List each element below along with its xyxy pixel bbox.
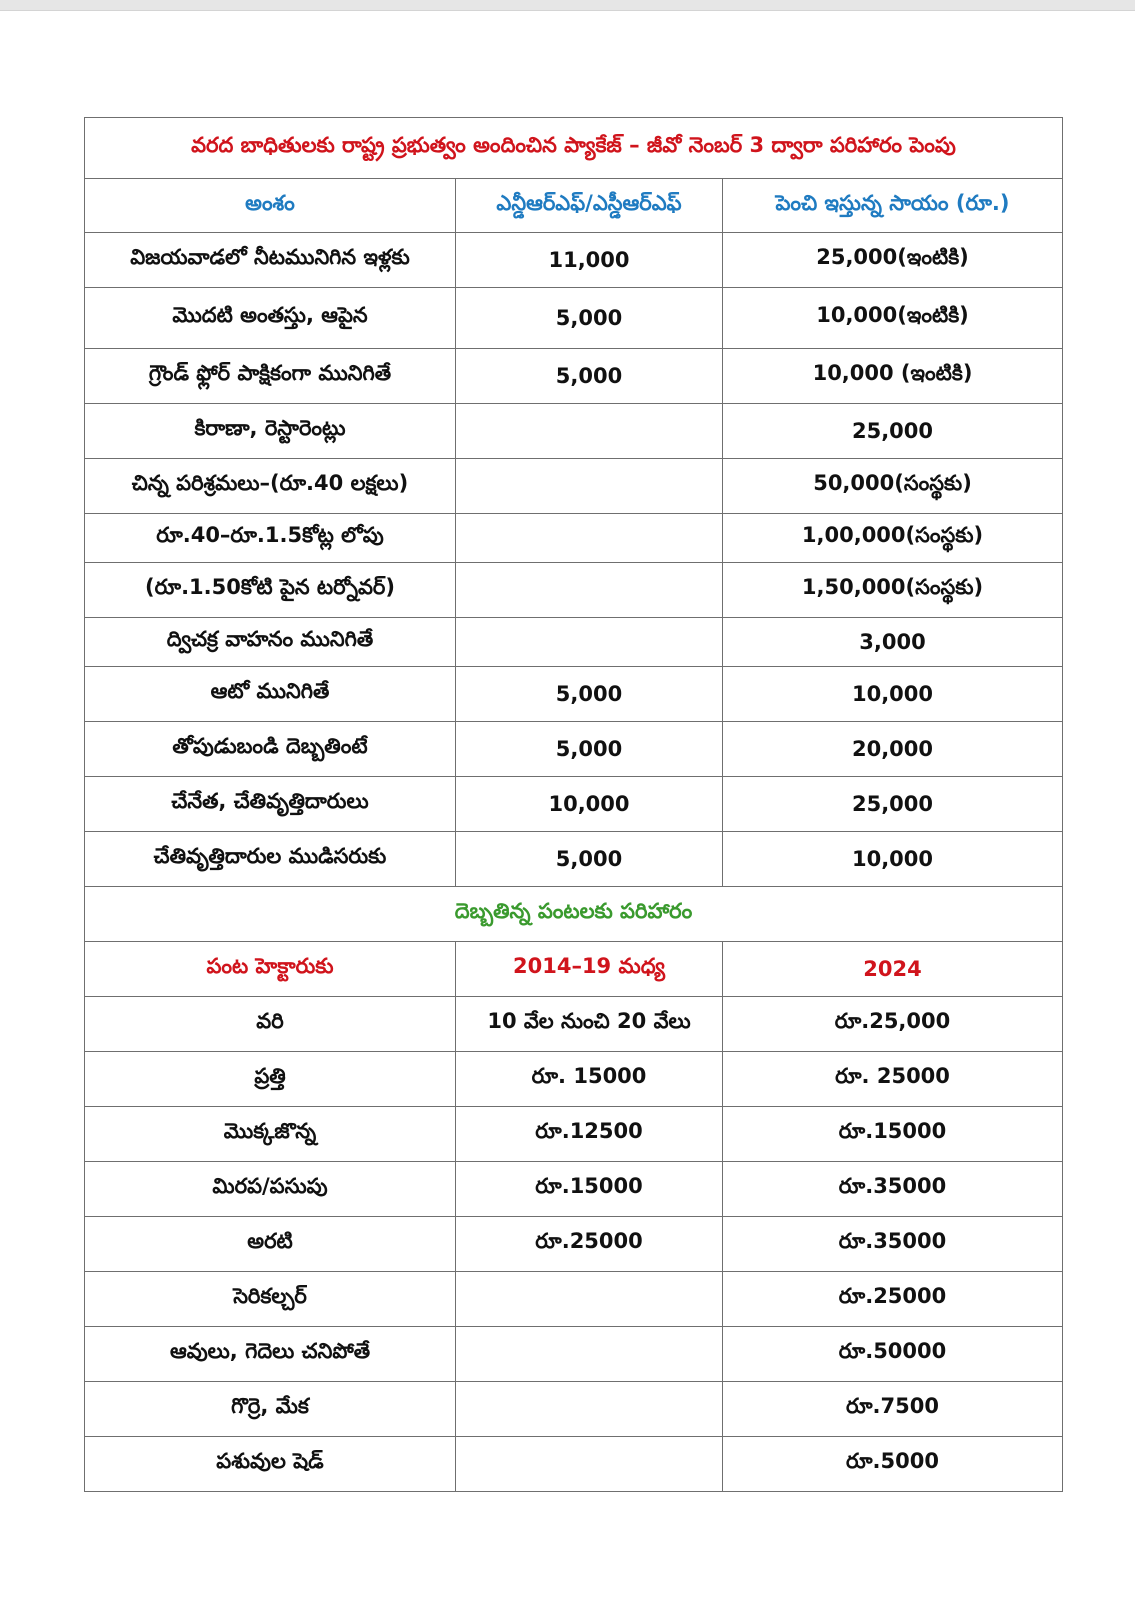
current-cell: రూ.25000 (723, 1272, 1063, 1327)
crop-cell: ఆవులు, గెదెలు చనిపోతే (85, 1327, 456, 1382)
top-border-bar (0, 0, 1135, 11)
item-cell: విజయవాడలో నీటమునిగిన ఇళ్లకు (85, 233, 456, 288)
current-cell: రూ.35000 (723, 1162, 1063, 1217)
item-cell: ద్విచక్ర వాహనం మునిగితే (85, 618, 456, 667)
current-cell: రూ.25,000 (723, 997, 1063, 1052)
period-cell (456, 1272, 723, 1327)
item-cell: (రూ.1.50కోటి పైన టర్నోవర్) (85, 563, 456, 618)
table-header-row (85, 179, 1063, 233)
ndrf-cell (456, 563, 723, 618)
ndrf-cell (456, 459, 723, 514)
item-cell: కిరాణా, రెస్టారెంట్లు (85, 404, 456, 459)
increased-cell: 25,000(ఇంటికి) (723, 233, 1063, 288)
ndrf-cell: 10,000 (456, 777, 723, 832)
period-cell: 10 వేల నుంచి 20 వేలు (456, 997, 723, 1052)
crop-cell: మొక్కజొన్న (85, 1107, 456, 1162)
crop-section-title-row (85, 887, 1063, 942)
relief-package-table (84, 117, 1063, 1492)
crop-row (85, 1272, 1063, 1327)
crop-row (85, 997, 1063, 1052)
item-cell: రూ.40–రూ.1.5కోట్ల లోపు (85, 514, 456, 563)
crop-section-title: దెబ్బతిన్న పంటలకు పరిహారం (85, 887, 1063, 942)
header-crop-per-hectare: పంట హెక్టారుకు (85, 942, 456, 997)
current-cell: రూ.7500 (723, 1382, 1063, 1437)
crop-row (85, 1107, 1063, 1162)
table-row (85, 288, 1063, 349)
table-row (85, 722, 1063, 777)
ndrf-cell: 5,000 (456, 349, 723, 404)
table-row (85, 563, 1063, 618)
item-cell: ఆటో మునిగితే (85, 667, 456, 722)
table-title-row (85, 118, 1063, 179)
increased-cell: 10,000 (723, 832, 1063, 887)
ndrf-cell (456, 514, 723, 563)
item-cell: తోపుడుబండి దెబ్బతింటే (85, 722, 456, 777)
increased-cell: 3,000 (723, 618, 1063, 667)
crop-cell: సెరికల్చర్ (85, 1272, 456, 1327)
header-ndrf-sdrf: ఎన్డీఆర్ఎఫ్/ఎస్డీఆర్ఎఫ్ (456, 179, 723, 233)
crop-cell: వరి (85, 997, 456, 1052)
ndrf-cell (456, 618, 723, 667)
ndrf-cell (456, 404, 723, 459)
increased-cell: 1,00,000(సంస్థకు) (723, 514, 1063, 563)
crop-cell: అరటి (85, 1217, 456, 1272)
table-title: వరద బాధితులకు రాష్ట్ర ప్రభుత్వం అందించిన ప్యాకేజ్ – జీవో నెంబర్ 3 ద్వారా పరిహారం పెంపు (85, 118, 1063, 179)
period-cell (456, 1382, 723, 1437)
table-row (85, 404, 1063, 459)
increased-cell: 25,000 (723, 404, 1063, 459)
period-cell (456, 1437, 723, 1492)
crop-cell: పశువుల షెడ్ (85, 1437, 456, 1492)
item-cell: గ్రౌండ్ ఫ్లోర్ పాక్షికంగా మునిగితే (85, 349, 456, 404)
table-row (85, 459, 1063, 514)
item-cell: చేతివృత్తిదారుల ముడిసరుకు (85, 832, 456, 887)
period-cell: రూ.15000 (456, 1162, 723, 1217)
increased-cell: 10,000 (723, 667, 1063, 722)
header-2014-19: 2014–19 మధ్య (456, 942, 723, 997)
ndrf-cell: 5,000 (456, 667, 723, 722)
period-cell (456, 1327, 723, 1382)
crop-row (85, 1437, 1063, 1492)
current-cell: రూ.50000 (723, 1327, 1063, 1382)
header-2024: 2024 (723, 942, 1063, 997)
table-row (85, 618, 1063, 667)
table-row (85, 514, 1063, 563)
item-cell: మొదటి అంతస్తు, ఆపైన (85, 288, 456, 349)
increased-cell: 20,000 (723, 722, 1063, 777)
crop-cell: గొర్రె, మేక (85, 1382, 456, 1437)
period-cell: రూ. 15000 (456, 1052, 723, 1107)
ndrf-cell: 5,000 (456, 288, 723, 349)
crop-row (85, 1327, 1063, 1382)
crop-row (85, 1162, 1063, 1217)
increased-cell: 10,000 (ఇంటికి) (723, 349, 1063, 404)
table-row (85, 777, 1063, 832)
table-row (85, 667, 1063, 722)
current-cell: రూ.5000 (723, 1437, 1063, 1492)
increased-cell: 10,000(ఇంటికి) (723, 288, 1063, 349)
current-cell: రూ.35000 (723, 1217, 1063, 1272)
crop-cell: మిరప/పసుపు (85, 1162, 456, 1217)
crop-header-row (85, 942, 1063, 997)
item-cell: చిన్న పరిశ్రమలు–(రూ.40 లక్షలు) (85, 459, 456, 514)
period-cell: రూ.25000 (456, 1217, 723, 1272)
current-cell: రూ.15000 (723, 1107, 1063, 1162)
ndrf-cell: 11,000 (456, 233, 723, 288)
increased-cell: 1,50,000(సంస్థకు) (723, 563, 1063, 618)
increased-cell: 25,000 (723, 777, 1063, 832)
crop-cell: ప్రత్తి (85, 1052, 456, 1107)
period-cell: రూ.12500 (456, 1107, 723, 1162)
table-row (85, 349, 1063, 404)
crop-row (85, 1382, 1063, 1437)
header-increased-aid: పెంచి ఇస్తున్న సాయం (రూ.) (723, 179, 1063, 233)
current-cell: రూ. 25000 (723, 1052, 1063, 1107)
increased-cell: 50,000(సంస్థకు) (723, 459, 1063, 514)
crop-row (85, 1217, 1063, 1272)
header-item: అంశం (85, 179, 456, 233)
ndrf-cell: 5,000 (456, 722, 723, 777)
table-row (85, 832, 1063, 887)
table-row (85, 233, 1063, 288)
crop-row (85, 1052, 1063, 1107)
ndrf-cell: 5,000 (456, 832, 723, 887)
item-cell: చేనేత, చేతివృత్తిదారులు (85, 777, 456, 832)
